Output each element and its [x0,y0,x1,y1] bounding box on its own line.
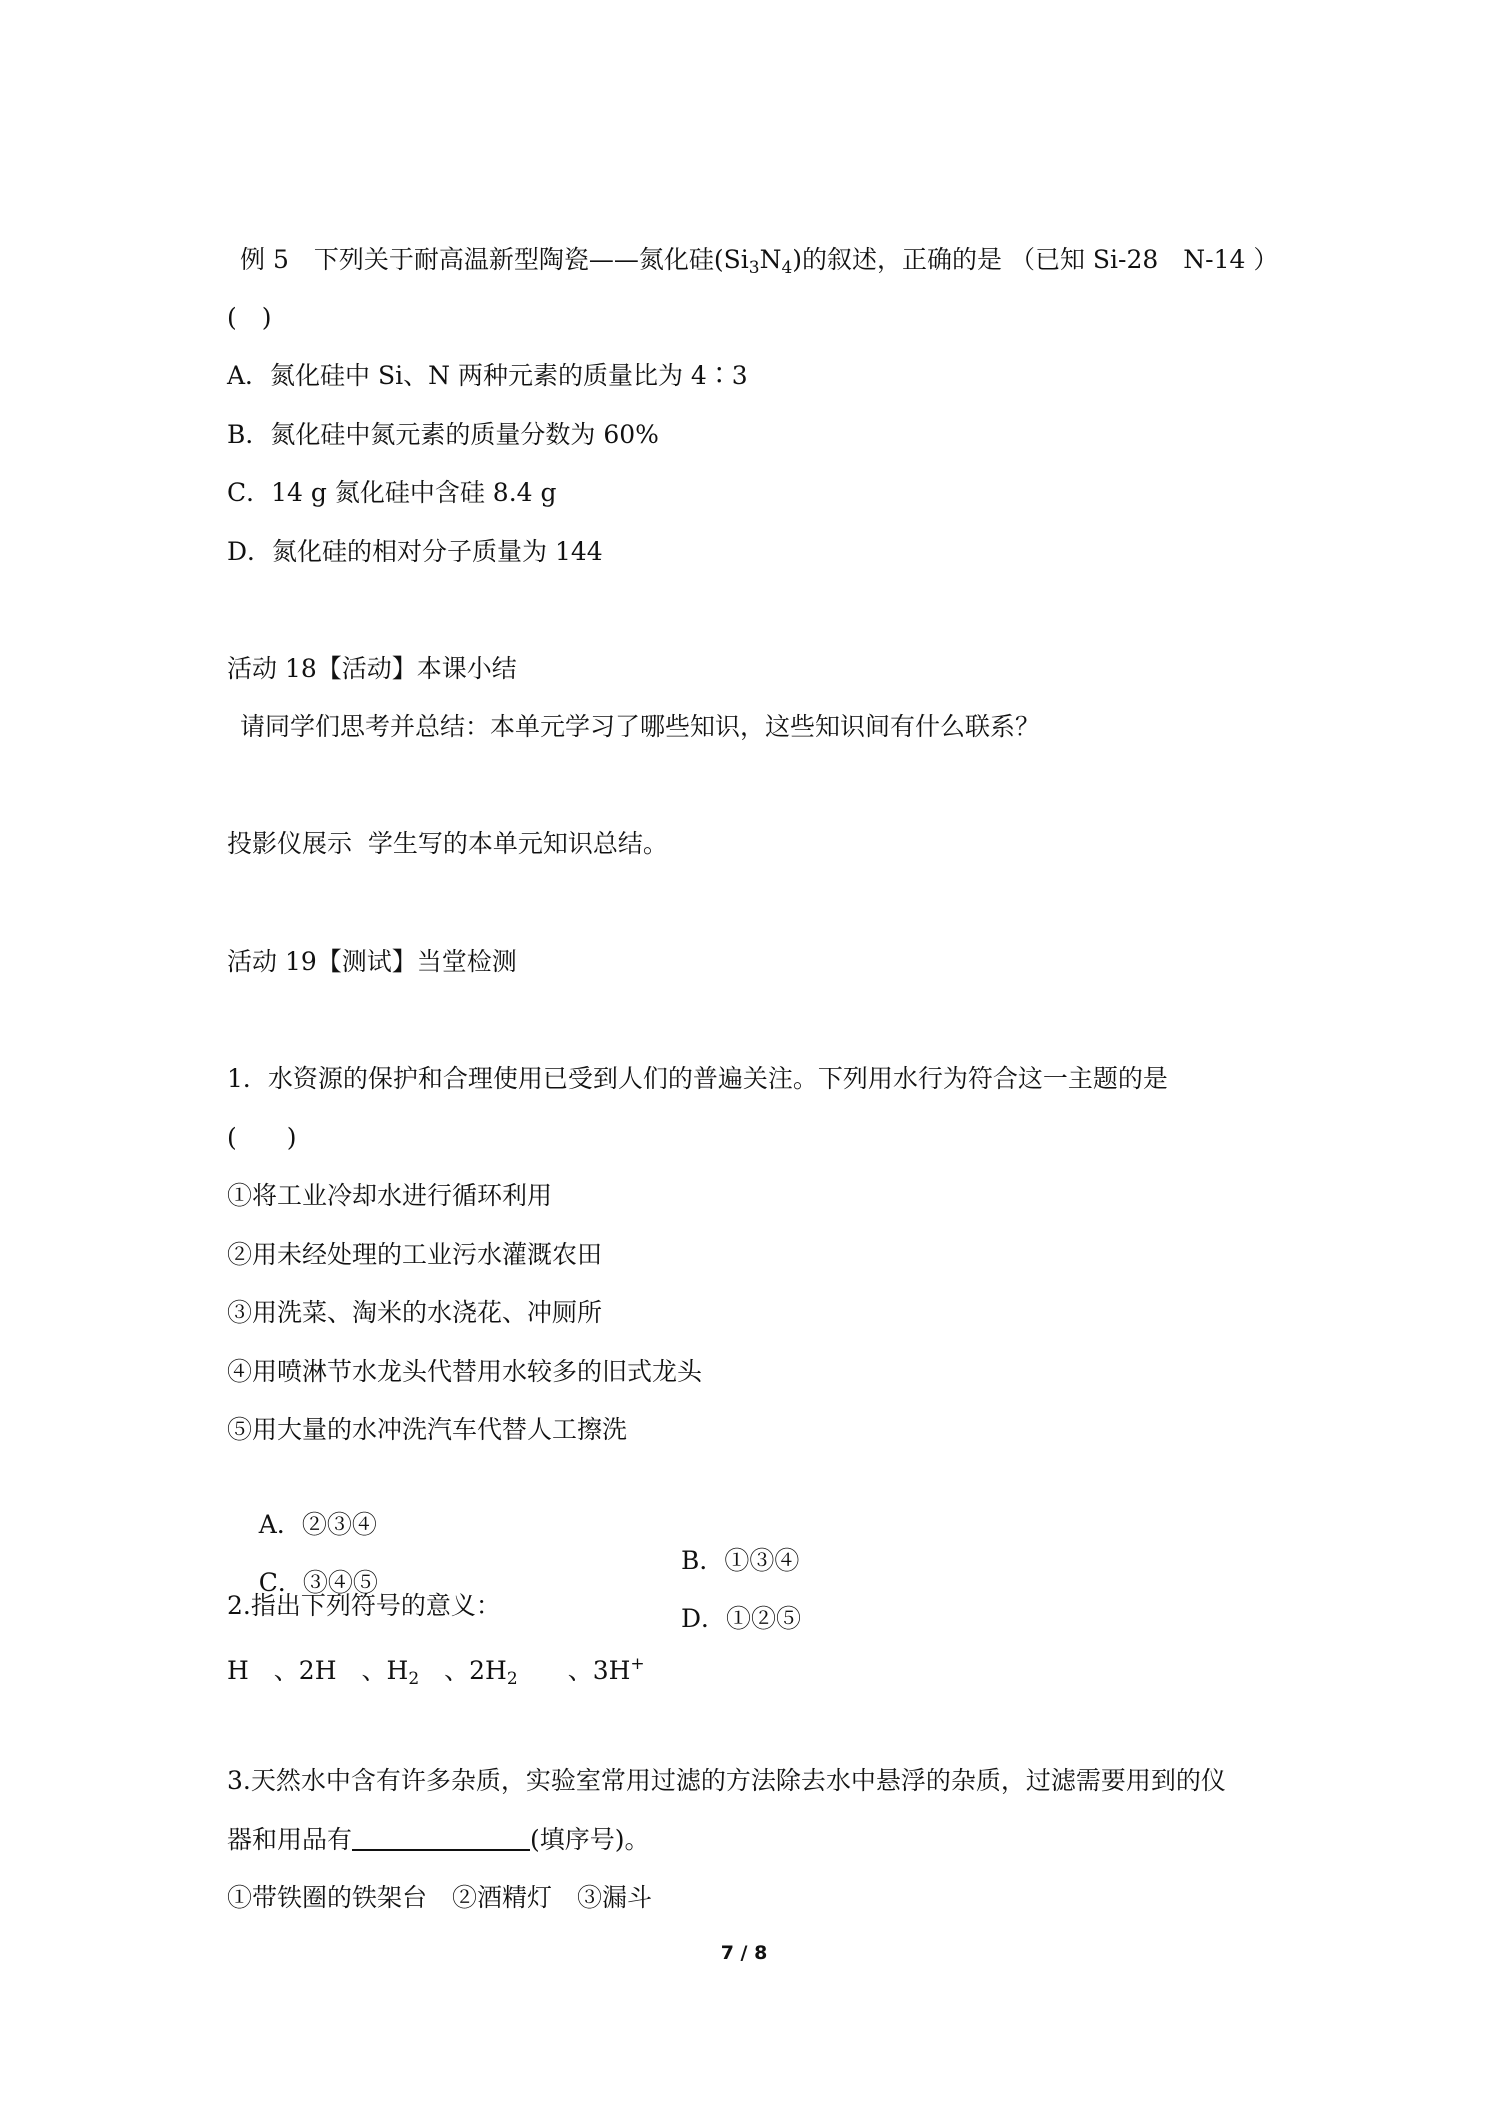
q1-item-4: ④用喷淋节水龙头代替用水较多的旧式龙头 [227,1357,703,1386]
q3-items: ①带铁圈的铁架台 ②酒精灯 ③漏斗 [227,1883,653,1912]
q1-stem: 1．水资源的保护和合理使用已受到人们的普遍关注。下列用水行为符合这一主题的是 [227,1064,1168,1093]
example-option-c: C．14 g 氮化硅中含硅 8.4 g [227,478,557,507]
q1-option-a: A．②③④ [258,1510,377,1539]
q2-symbols: H 、2H 、$H_2$ 、$2H_2$ 、3H+ [227,1654,645,1689]
page-number: 7 / 8 [720,1942,768,1964]
q1-answer-paren: ( ) [227,1123,297,1152]
example-answer-paren: ( ) [227,303,272,332]
q1-item-3: ③用洗菜、淘米的水浇花、冲厕所 [227,1298,603,1327]
q2-stem: 2.指出下列符号的意义： [227,1591,501,1620]
example-option-d: D．氮化硅的相对分子质量为 144 [227,537,603,566]
q1-option-c: C．③④⑤ [258,1568,378,1597]
q1-item-5: ⑤用大量的水冲洗汽车代替人工擦洗 [227,1415,628,1444]
q1-option-d: D．①②⑤ [681,1604,802,1633]
example-stem: 例 5 下列关于耐高温新型陶瓷——氮化硅$(Si_3N_4)$的叙述，正确的是 （已知 Si-28 N-14 ） [240,245,1279,278]
q3-answer-blank[interactable] [352,1825,530,1851]
activity18-show: 投影仪展示 学生写的本单元知识总结。 [227,829,668,858]
q3-stem-line2: 器和用品有 (填序号)。 [227,1825,650,1854]
activity18-title: 活动 18【活动】本课小结 [227,654,517,683]
activity18-prompt: 请同学们思考并总结：本单元学习了哪些知识，这些知识间有什么联系？ [240,712,1041,741]
q1-item-1: ①将工业冷却水进行循环利用 [227,1181,553,1210]
example-option-a: A．氮化硅中 Si、N 两种元素的质量比为 4∶3 [227,361,748,390]
q1-item-2: ②用未经处理的工业污水灌溉农田 [227,1240,603,1269]
q3-stem: 3.天然水中含有许多杂质，实验室常用过滤的方法除去水中悬浮的杂质，过滤需要用到的仪 [227,1766,1226,1795]
q1-option-b: B．①③④ [681,1546,800,1575]
activity19-title: 活动 19【测试】当堂检测 [227,947,517,976]
example-option-b: B．氮化硅中氮元素的质量分数为 60% [227,420,659,449]
